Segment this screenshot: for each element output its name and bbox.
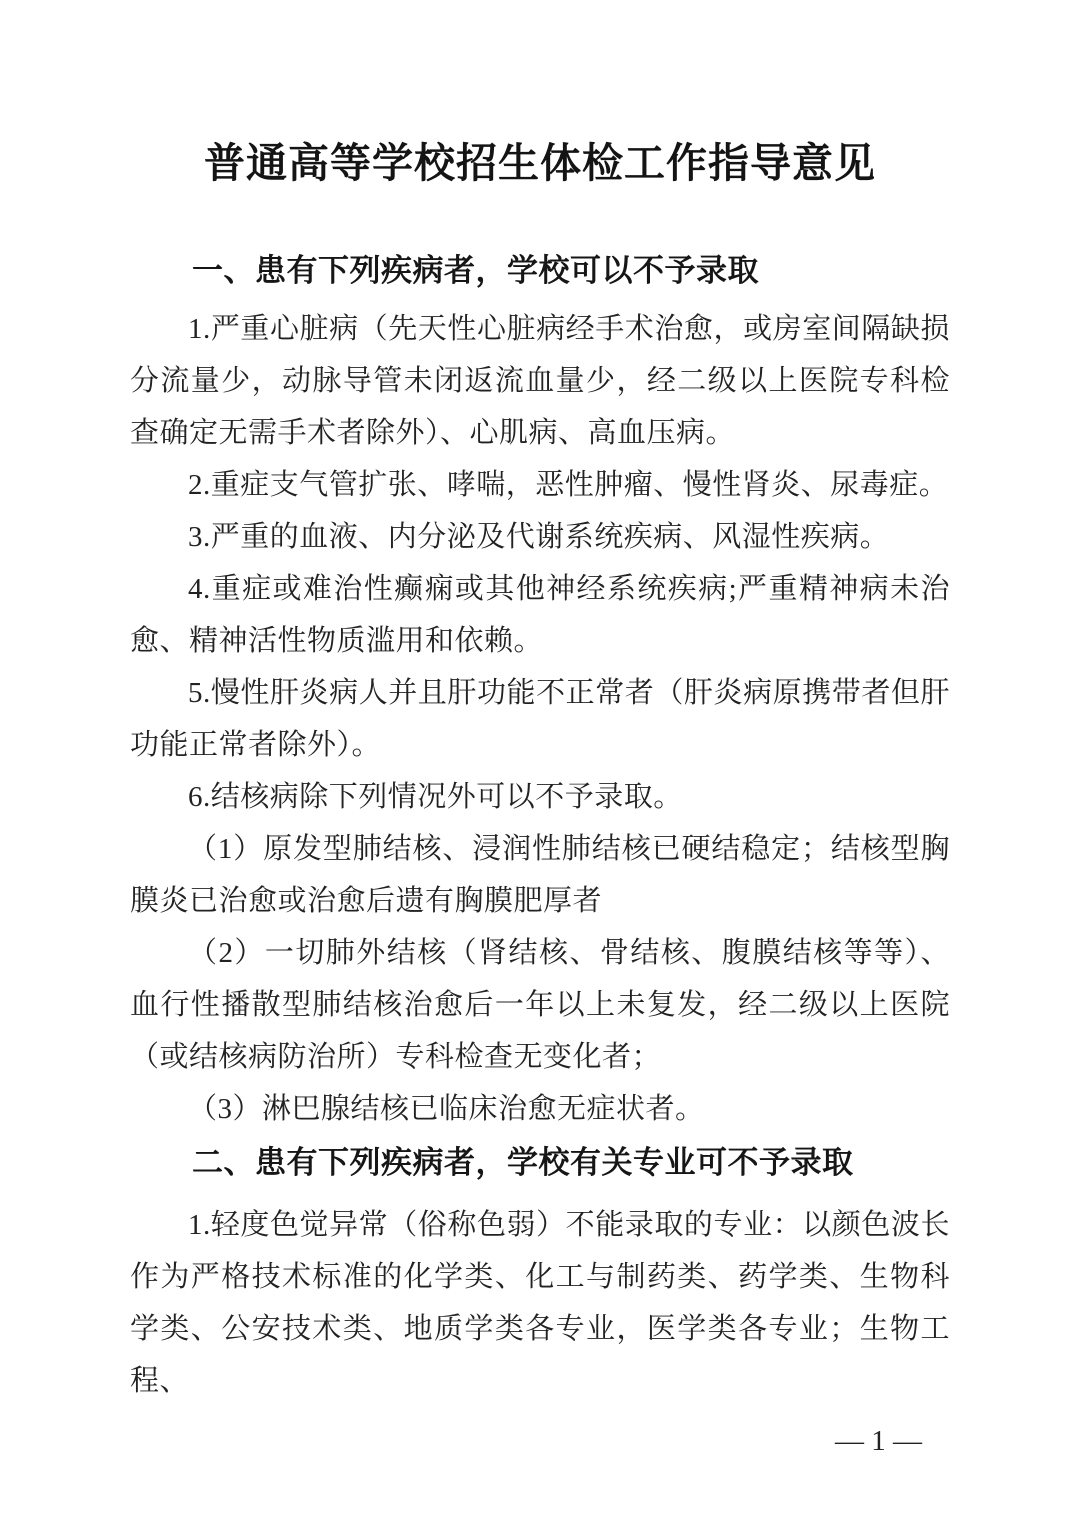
document-title: 普通高等学校招生体检工作指导意见 — [204, 140, 876, 186]
page-number: — 1 — — [835, 1425, 922, 1458]
section-1-paragraph-1: 1.严重心脏病（先天性心脏病经手术治愈，或房室间隔缺损分流量少，动脉导管未闭返流血量少，经二级以上医院专科检查确定无需手术者除外）、心肌病、高血压病。 — [130, 313, 950, 450]
section-1-subitem-2: （2）一切肺外结核（肾结核、骨结核、腹膜结核等等）、血行性播散型肺结核治愈后一年以上未复发，经二级以上医院（或结核病防治所）专科检查无变化者； — [130, 937, 950, 1074]
section-1-paragraph-4: 4.重症或难治性癫痫或其他神经系统疾病;严重精神病未治愈、精神活性物质滥用和依赖。 — [130, 573, 950, 658]
section-1-heading: 一、患有下列疾病者，学校可以不予录取 — [192, 253, 759, 289]
section-1-paragraph-6: 6.结核病除下列情况外可以不予录取。 — [188, 781, 683, 814]
section-1-subitem-3: （3）淋巴腺结核已临床治愈无症状者。 — [188, 1093, 705, 1126]
section-1-subitem-1: （1）原发型肺结核、浸润性肺结核已硬结稳定；结核型胸膜炎已治愈或治愈后遗有胸膜肥厚者 — [130, 833, 950, 918]
section-2-heading: 二、患有下列疾病者，学校有关专业可不予录取 — [192, 1145, 854, 1181]
section-1-paragraph-2: 2.重症支气管扩张、哮喘，恶性肿瘤、慢性肾炎、尿毒症。 — [188, 469, 949, 502]
section-1-paragraph-3: 3.严重的血液、内分泌及代谢系统疾病、风湿性疾病。 — [188, 521, 890, 554]
section-2-paragraph-1: 1.轻度色觉异常（俗称色弱）不能录取的专业：以颜色波长作为严格技术标准的化学类、化工与制药类、药学类、生物科学类、公安技术类、地质学类各专业，医学类各专业；生物工程、 — [130, 1209, 950, 1398]
section-1-paragraph-5: 5.慢性肝炎病人并且肝功能不正常者（肝炎病原携带者但肝功能正常者除外）。 — [130, 677, 950, 762]
